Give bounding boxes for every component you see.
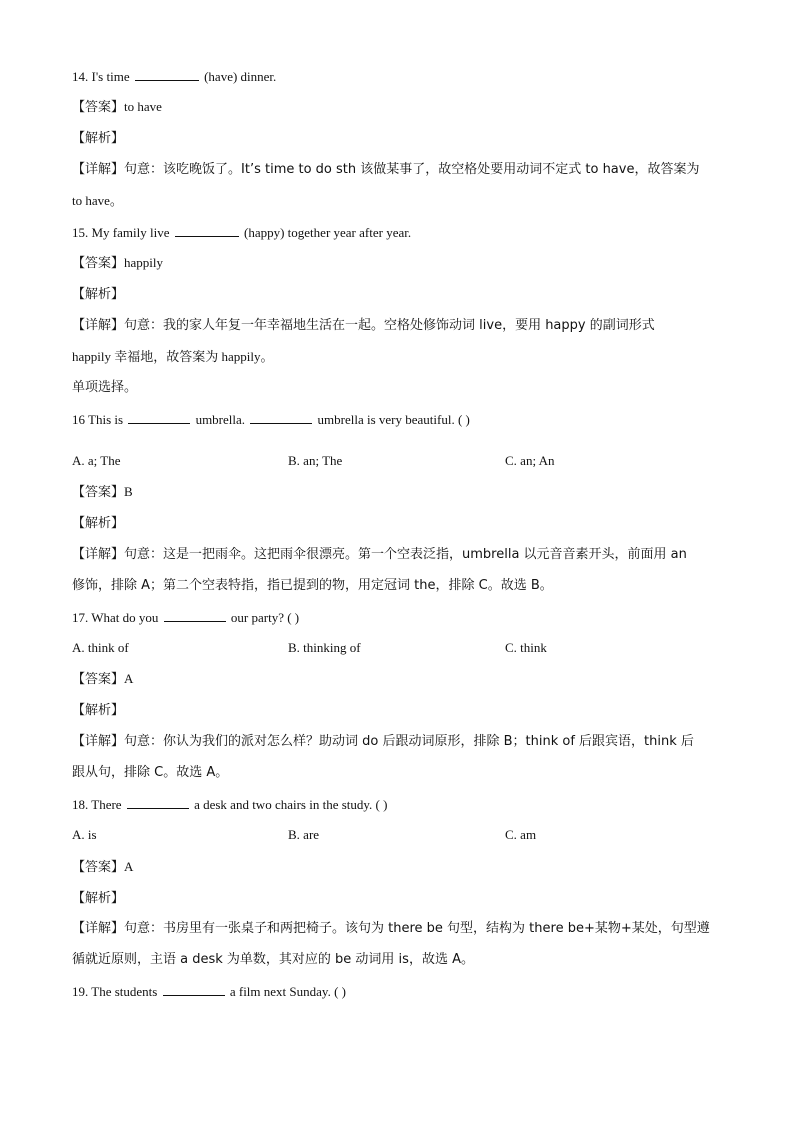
q18-detail-line-1 [72,921,710,937]
q15-number: 15. My family live [72,225,170,240]
analysis-tag: 【解析】 [72,703,125,718]
q17-detail-text-2: 跟从句，排除 C。故选 A。 [72,765,229,780]
q19-number: 19. The students [72,984,158,999]
q15-answer-text: happily [124,255,164,270]
q16-stem-mid: umbrella. [195,412,246,427]
q15-stem [72,224,411,241]
q18-option-b[interactable]: B. are [288,827,320,842]
q15-blank[interactable] [175,224,239,237]
analysis-tag: 【解析】 [72,287,125,302]
q18-detail-line-2 [72,952,474,968]
q16-blank-2[interactable] [250,411,312,424]
q18-detail-text-1: 句意：书房里有一张桌子和两把椅子。该句为 there be 句型，结构为 there be+某物+某处，句型遵 [124,921,710,936]
q16-detail-text-2: 修饰，排除 A；第二个空表特指，指已提到的物，用定冠词 the，排除 C。故选 B。 [72,578,553,593]
section-title [72,380,137,396]
detail-tag: 【详解】 [72,162,125,177]
q14-blank[interactable] [135,68,199,81]
q18-answer [72,859,133,876]
q15-detail-text-2: happily 幸福地，故答案为 happily。 [72,349,274,364]
q17-option-c[interactable]: C. think [505,640,547,655]
answer-tag: 【答案】 [72,485,125,500]
q16-number: 16 This is [72,412,124,427]
section-title-text: 单项选择。 [72,380,138,395]
q18-analysis [72,890,124,907]
q17-detail-text-1: 句意：你认为我们的派对怎么样？助动词 do 后跟动词原形，排除 B；think of 后跟宾语，think 后 [124,734,694,749]
analysis-tag: 【解析】 [72,131,125,146]
q18-option-a[interactable]: A. is [72,827,97,842]
analysis-tag: 【解析】 [72,516,125,531]
q16-answer [72,484,133,501]
q19-blank[interactable] [163,983,225,996]
q18-answer-text: A [124,859,134,874]
analysis-tag: 【解析】 [72,891,125,906]
q16-stem [72,411,470,428]
q15-detail-text-1: 句意：我的家人年复一年幸福地生活在一起。空格处修饰动词 live，要用 happy 的副词形式 [124,318,655,333]
q17-number: 17. What do you [72,610,159,625]
q16-option-b[interactable]: B. an; The [288,453,343,468]
detail-tag: 【详解】 [72,921,125,936]
q17-stem-tail: our party? ( ) [230,610,300,625]
q16-option-c[interactable]: C. an; An [505,453,555,468]
q19-stem-tail: a film next Sunday. ( ) [229,984,346,999]
q17-option-a[interactable]: A. think of [72,640,129,655]
q15-answer [72,255,163,272]
q16-detail-line-1 [72,547,687,563]
q16-analysis [72,515,124,532]
q16-option-a[interactable]: A. a; The [72,453,121,468]
q15-detail-line-1 [72,318,655,334]
q14-analysis [72,130,124,147]
q16-detail-text-1: 句意：这是一把雨伞。这把雨伞很漂亮。第一个空表泛指，umbrella 以元音音素开头，前面用 an [124,547,687,562]
detail-tag: 【详解】 [72,318,125,333]
q18-stem-tail: a desk and two chairs in the study. ( ) [194,797,388,812]
q18-blank[interactable] [127,796,189,809]
detail-tag: 【详解】 [72,734,125,749]
q14-stem-tail: (have) dinner. [204,69,277,84]
q15-stem-tail: (happy) together year after year. [244,225,412,240]
q18-option-c[interactable]: C. am [505,827,537,842]
q15-detail-line-2 [72,349,274,365]
q14-stem [72,68,276,85]
q14-answer-text: to have [124,99,162,114]
q16-answer-text: B [124,484,133,499]
q17-option-b[interactable]: B. thinking of [288,640,361,655]
q17-stem [72,609,299,626]
q17-blank[interactable] [164,609,226,622]
q19-stem [72,983,346,1000]
q16-detail-line-2 [72,578,553,594]
q17-answer-text: A [124,671,134,686]
detail-tag: 【详解】 [72,547,125,562]
q17-detail-line-1 [72,734,694,750]
q18-number: 18. There [72,797,122,812]
answer-tag: 【答案】 [72,256,125,271]
q16-blank-1[interactable] [128,411,190,424]
answer-tag: 【答案】 [72,672,125,687]
q14-answer [72,99,162,116]
answer-tag: 【答案】 [72,100,125,115]
q15-analysis [72,286,124,303]
q18-stem [72,796,387,813]
q14-detail-line-2 [72,193,123,209]
q14-detail-text-1: 句意：该吃晚饭了。It’s time to do sth 该做某事了，故空格处要用动词不定式 to have，故答案为 [124,162,700,177]
q16-stem-tail: umbrella is very beautiful. ( ) [317,412,470,427]
q14-detail-line-1 [72,162,699,178]
answer-tag: 【答案】 [72,860,125,875]
q14-detail-text-2: to have。 [72,193,123,208]
q17-answer [72,671,133,688]
q17-detail-line-2 [72,765,228,781]
q14-number: 14. I's time [72,69,130,84]
q17-analysis [72,702,124,719]
q18-detail-text-2: 循就近原则，主语 a desk 为单数，其对应的 be 动词用 is，故选 A。 [72,952,474,967]
